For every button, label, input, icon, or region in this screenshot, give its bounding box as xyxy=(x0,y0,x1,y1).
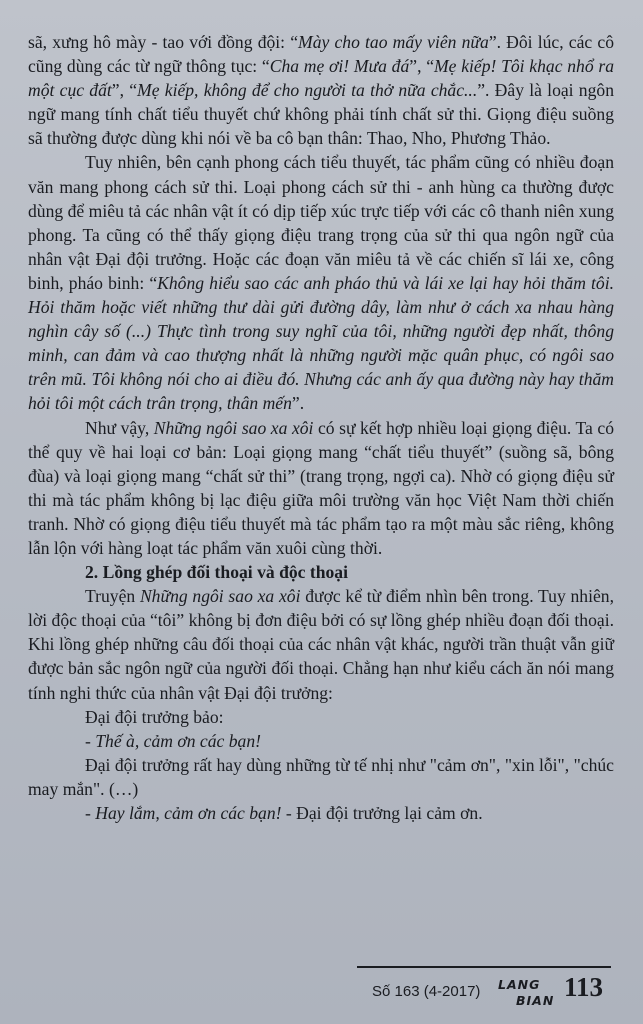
article-body xyxy=(28,30,614,825)
paragraph-1 xyxy=(28,30,614,150)
paragraph-2 xyxy=(28,150,614,415)
p1-run-2: ”. Đôi lúc, các cô cũng dùng các từ ngữ thông tục: “ xyxy=(28,32,614,77)
p1-run-7: Mẹ kiếp, không để cho người ta thở nữa chắc... xyxy=(137,80,478,101)
logo-bottom-text: BIAN xyxy=(516,993,555,1008)
dialogue-line-3 xyxy=(28,801,614,825)
p1-run-1: Mày cho tao mấy viên nữa xyxy=(298,32,489,52)
p1-run-3: Cha mẹ ơi! Mưa đá xyxy=(269,56,410,77)
page-number: 113 xyxy=(564,972,604,1002)
d1-run-0: Đại đội trưởng bảo: xyxy=(85,706,224,727)
p1-run-0: sã, xưng hô mày - tao với đồng đội: “ xyxy=(28,32,299,52)
dialogue-line-1 xyxy=(28,705,614,729)
p2-run-0: Tuy nhiên, bên cạnh phong cách tiểu thuyết, tác phẩm cũng có nhiều đoạn văn mang phong cách sử thi. Loại phong cách sử thi - anh hùng ca thường được dùng để miêu tả các nhân vật ít có dịp tiếp xúc trực tiếp với các cô thanh niên xung phong. Ta cũng có thể thấy giọng điệu trang trọng của sử thi qua ngôn ngữ của nhân vật Đại đội trưởng. Hoặc các đoạn văn miêu tả về các chiến sĩ lái xe, công binh, pháo binh: “ xyxy=(28,152,614,293)
d3-run-1: - Đại đội trưởng lại cảm ơn. xyxy=(281,803,483,823)
p3-run-1: Những ngôi sao xa xôi xyxy=(153,417,314,438)
logo-top-text: LANG xyxy=(498,977,541,992)
p2-run-2: ”. xyxy=(291,393,305,414)
p3-run-2: có sự kết hợp nhiều loại giọng điệu. Ta có thể quy về hai loại cơ bản: Loại giọng mang “chất tiểu thuyết” (suồng sã, bông đùa) và loại giọng mang “chất sử thi” (trang trọng, ngợi ca). Nhờ có giọng điệu sử thi mà tác phẩm không bị lạc điệu giữa môi trường văn học Việt Nam thời chiến tranh. Nhờ có giọng điệu tiểu thuyết mà tác phẩm tạo ra một màu sắc riêng, không lẫn lộn với hàng loạt tác phẩm văn xuôi cùng thời. xyxy=(28,417,614,558)
p2-run-1: Không hiểu sao các anh pháo thủ và lái xe lại hay hỏi thăm tôi. Hỏi thăm hoặc viết những thư dài gửi đường dây, làm như ở cách xa nhau hàng nghìn cây số (...) Thực tình trong suy nghĩ của tôi, những người đẹp nhất, thông minh, can đảm và cao thượng nhất là những người mặc quân phục, có ngôi sao trên mũ. Tôi không nói cho ai điều đó. Nhưng các anh ấy qua đường này hay thăm hỏi tôi một cách trân trọng, thân mến xyxy=(28,272,614,414)
p3-run-0: Như vậy, xyxy=(85,417,154,438)
d3-run-0: - Hay lắm, cảm ơn các bạn! xyxy=(85,803,282,823)
p5-run-0: Đại đội trưởng rất hay dùng những từ tế nhị như "cảm ơn", "xin lỗi", "chúc may mắn". (…) xyxy=(28,754,614,799)
p4-run-2: được kể từ điểm nhìn bên trong. Tuy nhiên, lời độc thoại của “tôi” không bị đơn điệu bởi có sự lồng ghép nhiều đoạn đối thoại. Khi lồng ghép những câu đối thoại của các nhân vật khác, người trần thuật vẫn giữ được bản sắc ngôn ngữ của người đối thoại. Chẳng hạn như kiểu cách ăn nói mang tính nghi thức của nhân vật Đại đội trưởng: xyxy=(28,586,614,703)
p1-run-8: ”. Đây là loại ngôn ngữ mang tính chất tiểu thuyết chứ không phải tính chất sử thi. Giọng điệu suồng sã thường được dùng khi nói về ba cô bạn thân: Thao, Nho, Phương Thảo. xyxy=(28,80,614,149)
footer-rule xyxy=(357,966,611,968)
paragraph-4 xyxy=(28,584,614,704)
p1-run-5: Mẹ kiếp! Tôi khạc nhổ ra một cục đất xyxy=(28,56,614,101)
p1-run-6: ”, “ xyxy=(111,80,138,101)
d2-run-0: - Thế à, cảm ơn các bạn! xyxy=(85,730,261,751)
p4-run-1: Những ngôi sao xa xôi xyxy=(139,586,301,607)
paragraph-5 xyxy=(28,753,614,801)
p1-run-4: ”, “ xyxy=(409,56,435,77)
magazine-logo xyxy=(498,975,560,1011)
paragraph-3 xyxy=(28,416,614,561)
section-heading: 2. Lồng ghép đối thoại và độc thoại xyxy=(85,562,348,583)
p4-run-0: Truyện xyxy=(85,586,140,607)
dialogue-line-2 xyxy=(28,729,614,753)
issue-label: Số 163 (4-2017) xyxy=(372,983,481,1000)
